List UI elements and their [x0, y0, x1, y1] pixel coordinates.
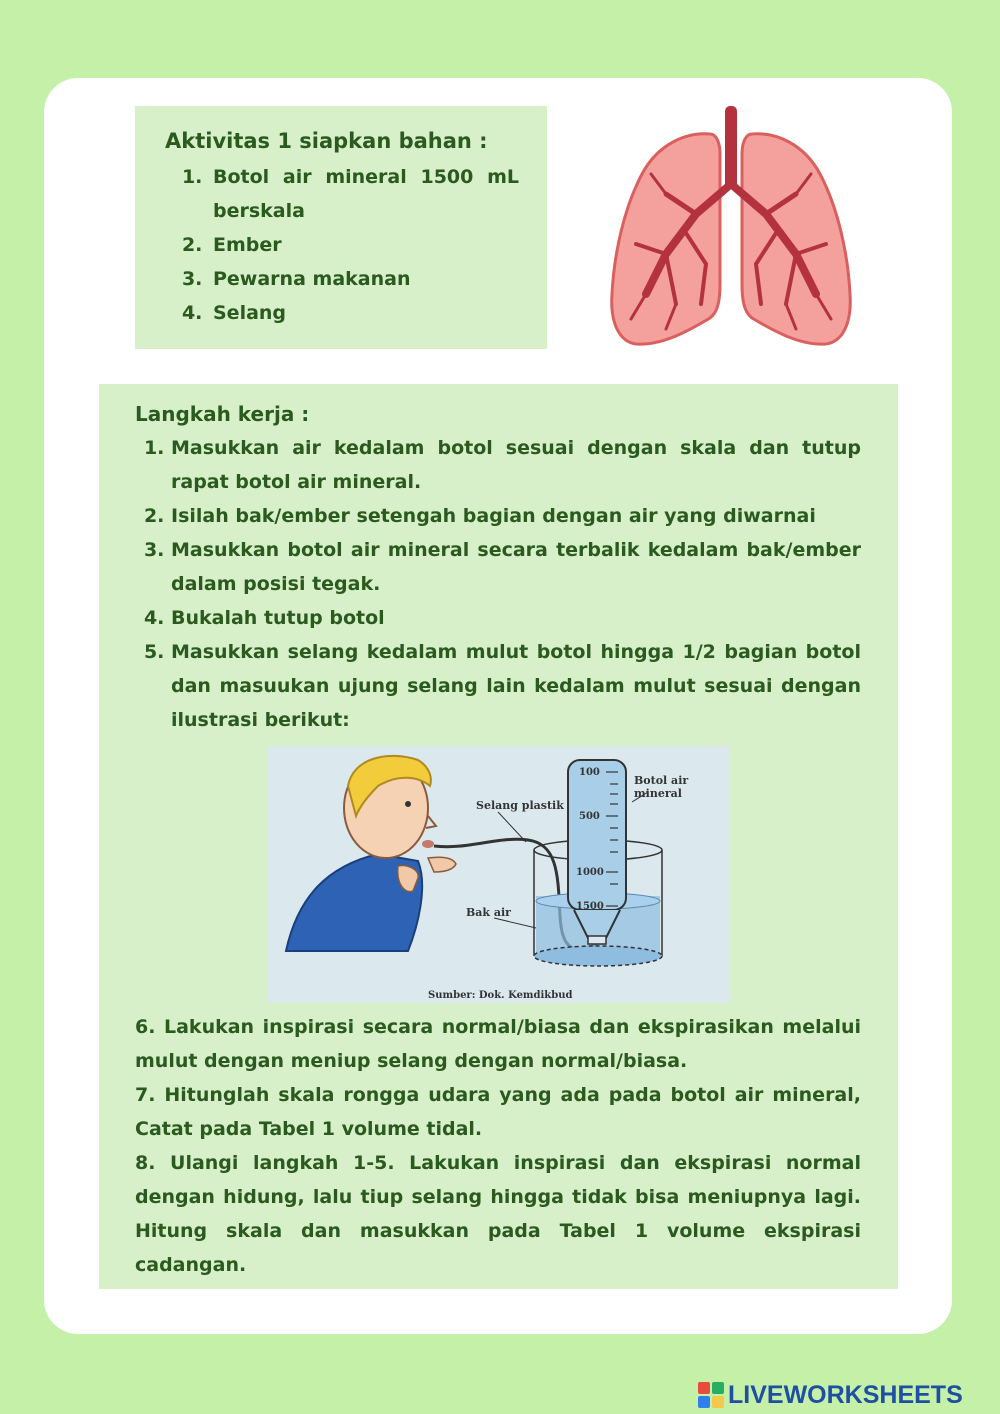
steps-list [135, 431, 861, 737]
materials-box [135, 106, 547, 349]
experiment-illustration [268, 746, 730, 1003]
step-item: 5. Masukkan selang kedalam mulut botol hingga 1/2 bagian botol dan masuukan ujung selang lain kedalam mulut sesuai dengan ilustrasi berikut: [171, 635, 861, 737]
label-basin: Bak air [466, 906, 511, 919]
step-7: 7. Hitunglah skala rongga udara yang ada pada botol air mineral, Catat pada Tabel 1 volume tidal. [135, 1084, 861, 1140]
logo-grid-icon [698, 1382, 724, 1408]
step-8: 8. Ulangi langkah 1-5. Lakukan inspirasi dan ekspirasi normal dengan hidung, lalu tiup selang hingga tidak bisa meniupnya lagi. Hitung skala dan masukkan pada Tabel 1 volume ekspirasi cadangan. [135, 1152, 861, 1276]
materials-item: 4. Selang [209, 296, 519, 330]
materials-list [165, 160, 519, 330]
label-hose: Selang plastik [476, 799, 564, 812]
scale-1000: 1000 [576, 867, 604, 878]
step-item: 1. Masukkan air kedalam botol sesuai dengan skala dan tutup rapat botol air mineral. [171, 431, 861, 499]
step-item: 3. Masukkan botol air mineral secara terbalik kedalam bak/ember dalam posisi tegak. [171, 533, 861, 601]
materials-item: 1. Botol air mineral 1500 mL berskala [209, 160, 519, 228]
materials-item: 2. Ember [209, 228, 519, 262]
label-bottle-line-2: mineral [634, 787, 682, 800]
brand-name: LIVEWORKSHEETS [728, 1380, 963, 1409]
lungs-icon [606, 104, 856, 350]
label-bottle-line: Botol air [634, 774, 689, 787]
scale-100: 100 [579, 767, 600, 778]
steps-continued [135, 1010, 861, 1282]
step-6: 6. Lakukan inspirasi secara normal/biasa dan ekspirasikan melalui mulut dengan meniup selang dengan normal/biasa. [135, 1016, 861, 1072]
step-item: 4. Bukalah tutup botol [171, 601, 861, 635]
figure-source: Sumber: Dok. Kemdikbud [428, 990, 573, 1001]
scale-500: 500 [579, 811, 600, 822]
materials-item: 3. Pewarna makanan [209, 262, 519, 296]
materials-title: Aktivitas 1 siapkan bahan : [165, 129, 488, 153]
liveworksheets-logo [698, 1378, 994, 1412]
step-item: 2. Isilah bak/ember setengah bagian dengan air yang diwarnai [171, 499, 861, 533]
scale-1500: 1500 [576, 901, 604, 912]
bottle [568, 760, 626, 910]
steps-title: Langkah kerja : [135, 402, 310, 426]
steps-box [99, 384, 898, 1289]
